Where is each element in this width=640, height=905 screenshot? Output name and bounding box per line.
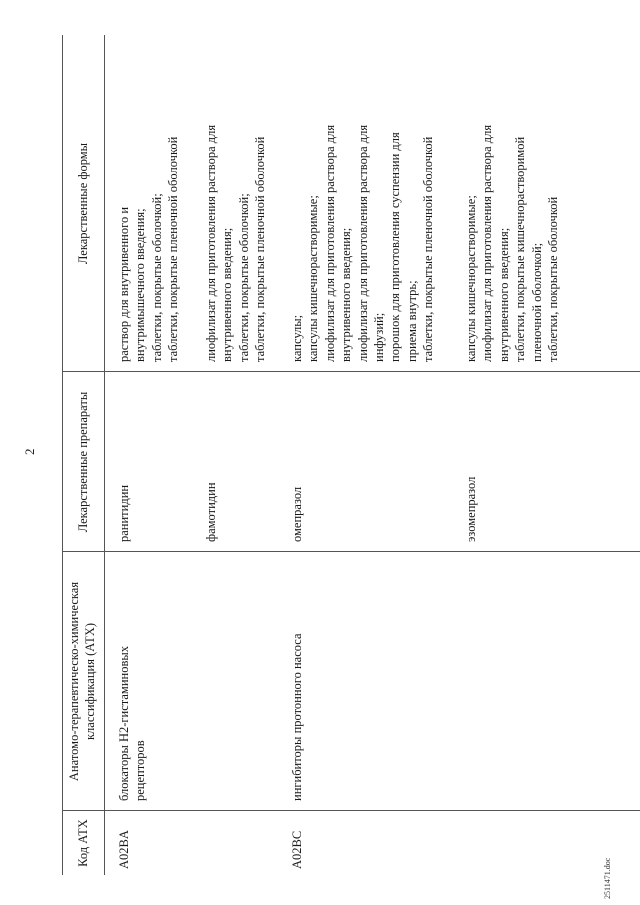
drug-name: фамотидин: [204, 482, 218, 542]
header-drug: Лекарственные препараты: [76, 391, 90, 533]
table-top-rule: [62, 35, 63, 875]
column-divider: [62, 810, 640, 811]
drug-name: ранитидин: [117, 484, 131, 542]
column-divider: [62, 371, 640, 372]
header-code: Код АТХ: [76, 819, 90, 867]
column-divider: [62, 551, 640, 552]
dosage-forms: капсулы; капсулы кишечнорастворимые; лиофилизат для приготовления раствора для внутривенного введения; лиофилизат для приготовления раствора для инфузий; порошок для приготовления суспензии для приема внутрь; таблетки, покрытые пленочной оболочкой: [290, 124, 436, 362]
atc-classification: ингибиторы протонного насоса: [290, 633, 304, 801]
atc-classification: блокаторы H2-гистаминовых рецепторов: [117, 645, 148, 801]
dosage-forms: раствор для внутривенного и внутримышечного введения; таблетки, покрытые оболочкой; таблетки, покрытые пленочной оболочкой: [117, 136, 181, 362]
dosage-forms: капсулы кишечнорастворимые; лиофилизат для приготовления раствора для внутривенного введения; таблетки, покрытые кишечнорастворимой пленочной оболочкой; таблетки, покрытые оболочкой: [464, 124, 561, 362]
drug-name: эзомепразол: [464, 476, 478, 542]
header-classification: Анатомо-терапевтическо-химическая классификация (АТХ): [67, 581, 98, 782]
drug-name: омепразол: [290, 486, 304, 542]
atc-code: A02BA: [117, 830, 131, 869]
dosage-forms: лиофилизат для приготовления раствора для внутривенного введения; таблетки, покрытые оболочкой; таблетки, покрытые пленочной оболочкой: [204, 124, 268, 362]
table-header-rule: [104, 35, 105, 875]
header-forms: Лекарственные формы: [76, 142, 90, 265]
page-number: 2: [22, 448, 37, 455]
atc-code: A02BC: [290, 830, 304, 869]
file-name-footer: 2511471.doc: [603, 857, 612, 899]
